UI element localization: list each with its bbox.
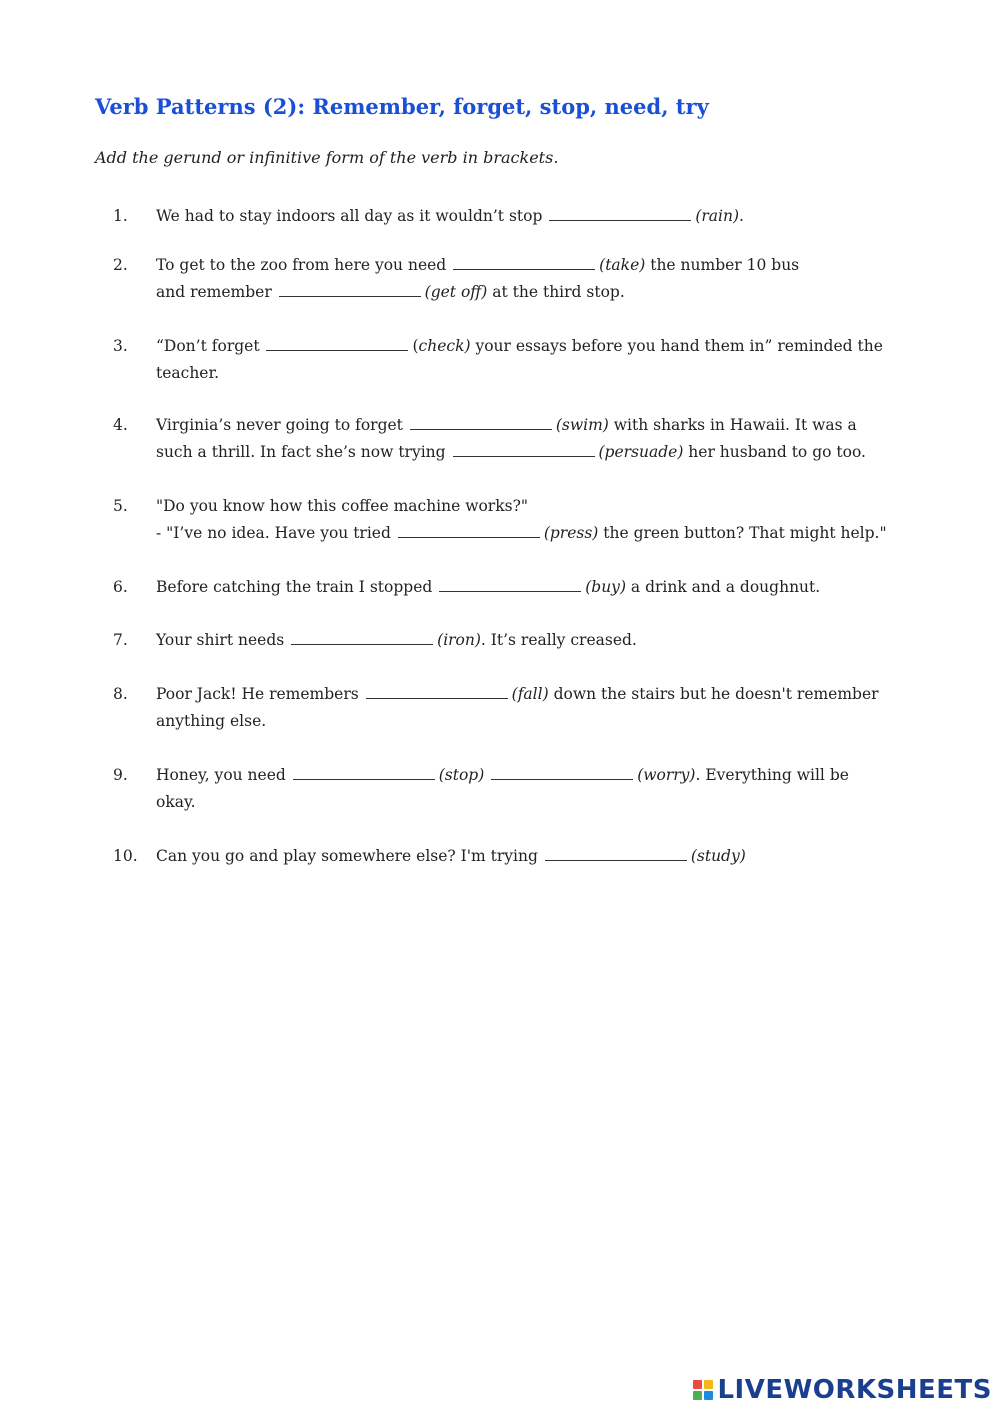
item-text: We had to stay indoors all day as it wouldn’t stop (156, 207, 548, 225)
item-line (156, 520, 887, 547)
item-line (156, 279, 625, 306)
answer-blank[interactable] (491, 765, 633, 780)
item-text: “Don’t forget (156, 337, 265, 355)
item-line (156, 789, 196, 816)
item-number: 5. (113, 497, 128, 515)
item-text: . (739, 207, 744, 225)
verb-hint: (fall) (511, 685, 549, 703)
item-line (156, 412, 857, 439)
answer-blank[interactable] (291, 630, 433, 645)
item-line (156, 574, 820, 601)
item-line (156, 627, 637, 654)
answer-blank[interactable] (410, 415, 552, 430)
item-line (156, 360, 219, 387)
item-line (156, 708, 266, 735)
logo-icon (693, 1380, 713, 1400)
verb-hint: (persuade) (598, 443, 684, 461)
answer-blank[interactable] (549, 206, 691, 221)
item-text (484, 766, 489, 784)
item-text: Your shirt needs (156, 631, 290, 649)
item-text: okay. (156, 793, 196, 811)
item-number: 2. (113, 256, 128, 274)
verb-hint: (iron) (437, 631, 481, 649)
answer-blank[interactable] (279, 282, 421, 297)
item-line (156, 439, 866, 466)
item-text: a drink and a doughnut. (626, 578, 821, 596)
answer-blank[interactable] (453, 255, 595, 270)
answer-blank[interactable] (439, 577, 581, 592)
worksheet-title: Verb Patterns (2): Remember, forget, stop, need, try (95, 94, 709, 119)
item-text: Can you go and play somewhere else? I'm trying (156, 847, 543, 865)
item-text: Virginia’s never going to forget (156, 416, 408, 434)
item-line (156, 493, 528, 520)
item-number: 4. (113, 416, 128, 434)
item-text: ( (412, 337, 419, 355)
item-text: Poor Jack! He remembers (156, 685, 364, 703)
verb-hint: check) (418, 337, 471, 355)
answer-blank[interactable] (366, 684, 508, 699)
item-text: anything else. (156, 712, 267, 730)
item-number: 3. (113, 337, 128, 355)
verb-hint: (worry) (637, 766, 696, 784)
item-number: 9. (113, 766, 128, 784)
item-text: such a thrill. In fact she’s now trying (156, 443, 451, 461)
item-text: and remember (156, 283, 277, 301)
item-number: 8. (113, 685, 128, 703)
item-text: her husband to go too. (683, 443, 866, 461)
verb-hint: (study) (690, 847, 746, 865)
answer-blank[interactable] (545, 846, 687, 861)
answer-blank[interactable] (293, 765, 435, 780)
item-text: . Everything will be (695, 766, 849, 784)
item-line (156, 681, 879, 708)
verb-hint: (buy) (585, 578, 626, 596)
verb-hint: (rain) (695, 207, 739, 225)
answer-blank[interactable] (266, 336, 408, 351)
item-number: 1. (113, 207, 128, 225)
verb-hint: (get off) (424, 283, 488, 301)
item-line (156, 843, 746, 870)
answer-blank[interactable] (398, 523, 540, 538)
verb-hint: (swim) (555, 416, 609, 434)
item-number: 6. (113, 578, 128, 596)
item-text: - "I’ve no idea. Have you tried (156, 524, 396, 542)
item-text: Before catching the train I stopped (156, 578, 438, 596)
item-text: the number 10 bus (645, 256, 800, 274)
item-text: at the third stop. (487, 283, 625, 301)
liveworksheets-logo (693, 1375, 992, 1405)
item-text: teacher. (156, 364, 220, 382)
item-text: To get to the zoo from here you need (156, 256, 452, 274)
answer-blank[interactable] (453, 442, 595, 457)
item-number: 10. (113, 847, 138, 865)
item-text: "Do you know how this coffee machine works?" (156, 497, 529, 515)
verb-hint: (stop) (438, 766, 485, 784)
item-text: your essays before you hand them in” reminded the (470, 337, 883, 355)
instructions: Add the gerund or infinitive form of the verb in brackets. (95, 148, 559, 167)
logo-text: LIVEWORKSHEETS (717, 1375, 992, 1405)
item-text: . It’s really creased. (480, 631, 637, 649)
item-line (156, 333, 883, 360)
verb-hint: (press) (543, 524, 599, 542)
item-line (156, 762, 849, 789)
item-text: down the stairs but he doesn't remember (548, 685, 879, 703)
item-text: with sharks in Hawaii. It was a (608, 416, 857, 434)
item-text: the green button? That might help." (598, 524, 887, 542)
item-line (156, 252, 799, 279)
item-text: Honey, you need (156, 766, 291, 784)
item-line (156, 203, 744, 230)
item-number: 7. (113, 631, 128, 649)
verb-hint: (take) (599, 256, 646, 274)
